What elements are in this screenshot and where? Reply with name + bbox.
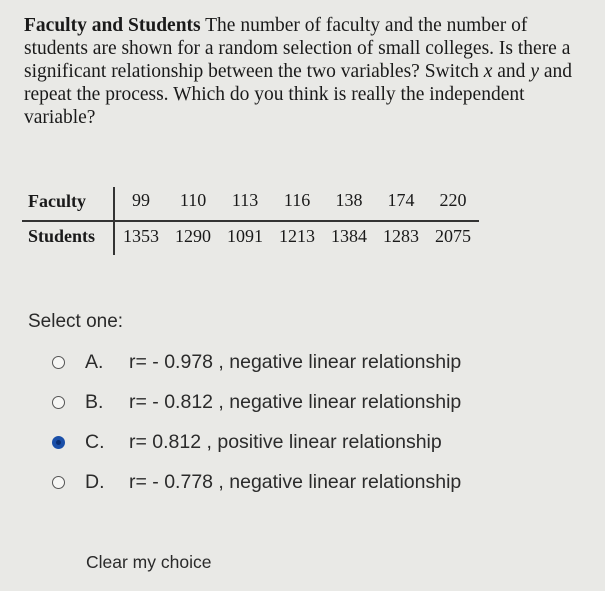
row-label-students: Students <box>22 221 114 255</box>
radio-button-a[interactable] <box>52 356 65 369</box>
option-letter: C. <box>85 430 105 453</box>
table-row-faculty <box>22 187 479 221</box>
table-row-students <box>22 221 479 255</box>
table-cell: 113 <box>219 187 271 221</box>
problem-statement <box>24 14 584 129</box>
table-cell: 138 <box>323 187 375 221</box>
option-c[interactable] <box>52 422 592 462</box>
table-cell: 110 <box>167 187 219 221</box>
radio-button-b[interactable] <box>52 396 65 409</box>
table-cell: 2075 <box>435 226 472 246</box>
variable-x: x <box>483 61 493 82</box>
table-cell: 1384 <box>331 226 368 246</box>
table-cell: 174 <box>375 187 427 221</box>
option-a[interactable] <box>52 342 592 382</box>
problem-text: and <box>492 61 531 82</box>
option-b[interactable] <box>52 382 592 422</box>
option-d[interactable] <box>52 462 592 502</box>
problem-text: and repeat the process. Which do you think is really the independent variable? <box>24 61 572 128</box>
table-cell: 99 <box>114 187 167 221</box>
table-cell: 1091 <box>227 226 264 246</box>
variable-y: y <box>530 61 539 82</box>
clear-choice-link[interactable]: Clear my choice <box>86 552 212 572</box>
problem-title: Faculty and Students <box>24 15 201 36</box>
radio-button-d[interactable] <box>52 476 65 489</box>
row-label-faculty: Faculty <box>22 187 114 221</box>
answer-options <box>52 342 592 502</box>
option-text: r= - 0.812 , negative linear relationship <box>129 390 462 413</box>
option-letter: D. <box>85 470 105 493</box>
table-cell: 1283 <box>383 226 420 246</box>
radio-selected-dot-icon <box>56 440 61 445</box>
option-text: r= - 0.978 , negative linear relationship <box>129 350 462 373</box>
table-cell: 1213 <box>279 226 316 246</box>
table-cell: 116 <box>271 187 323 221</box>
option-letter: A. <box>85 350 104 373</box>
option-text: r= 0.812 , positive linear relationship <box>129 430 442 453</box>
select-one-label: Select one: <box>28 311 124 332</box>
option-letter: B. <box>85 390 104 413</box>
problem-text: The number of faculty and the number of students are shown for a random selection of small colleges. Is there a significant relationship between the two variables? Switch <box>24 15 571 82</box>
radio-button-c[interactable] <box>52 436 65 449</box>
table-cell: 1290 <box>175 226 212 246</box>
table-cell: 220 <box>427 187 479 221</box>
table-cell: 1353 <box>123 226 160 246</box>
option-text: r= - 0.778 , negative linear relationship <box>129 470 462 493</box>
data-table <box>22 187 479 255</box>
